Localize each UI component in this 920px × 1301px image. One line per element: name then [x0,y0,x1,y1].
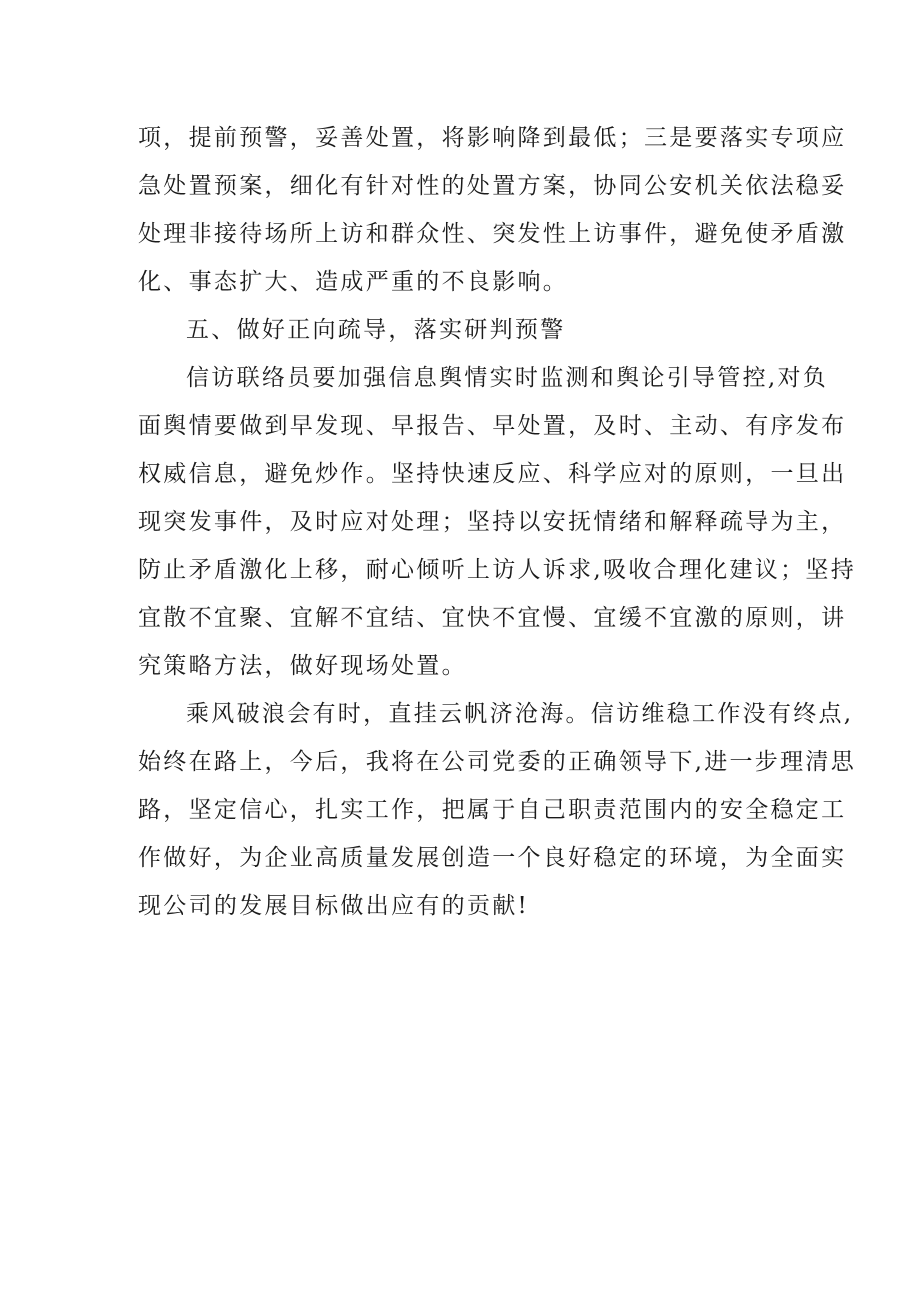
text-line: 项，提前预警，妥善处置，将影响降到最低；三是要落实专项应 [138,125,847,151]
text-line: 化、事态扩大、造成严重的不良影响。 [138,269,569,295]
text-line: 作做好，为企业高质量发展创造一个良好稳定的环境，为全面实 [138,845,847,871]
text-line: 权威信息，避免炒作。坚持快速反应、科学应对的原则，一旦出 [138,461,847,487]
text-line: 现突发事件，及时应对处理；坚持以安抚情绪和解释疏导为主， [138,509,847,535]
text-line: 信访联络员要加强信息舆情实时监测和舆论引导管控,对负 [186,365,829,391]
text-line: 处理非接待场所上访和群众性、突发性上访事件，避免使矛盾激 [138,221,847,247]
text-line: 面舆情要做到早发现、早报告、早处置，及时、主动、有序发布 [138,413,847,439]
text-line: 宜散不宜聚、宜解不宜结、宜快不宜慢、宜缓不宜激的原则，讲 [138,605,847,631]
text-line: 现公司的发展目标做出应有的贡献! [138,893,530,919]
text-line: 防止矛盾激化上移，耐心倾听上访人诉求,吸收合理化建议；坚持 [138,557,857,583]
section-heading: 五、做好正向疏导，落实研判预警 [186,317,566,343]
text-line: 急处置预案，细化有针对性的处置方案，协同公安机关依法稳妥 [138,173,847,199]
text-line: 路，坚定信心，扎实工作，把属于自己职责范围内的安全稳定工 [138,797,847,823]
text-line: 究策略方法，做好现场处置。 [138,653,467,679]
text-line: 乘风破浪会有时，直挂云帆济沧海。信访维稳工作没有终点, [186,701,854,727]
text-line: 始终在路上，今后，我将在公司党委的正确领导下,进一步理清思 [138,749,857,775]
